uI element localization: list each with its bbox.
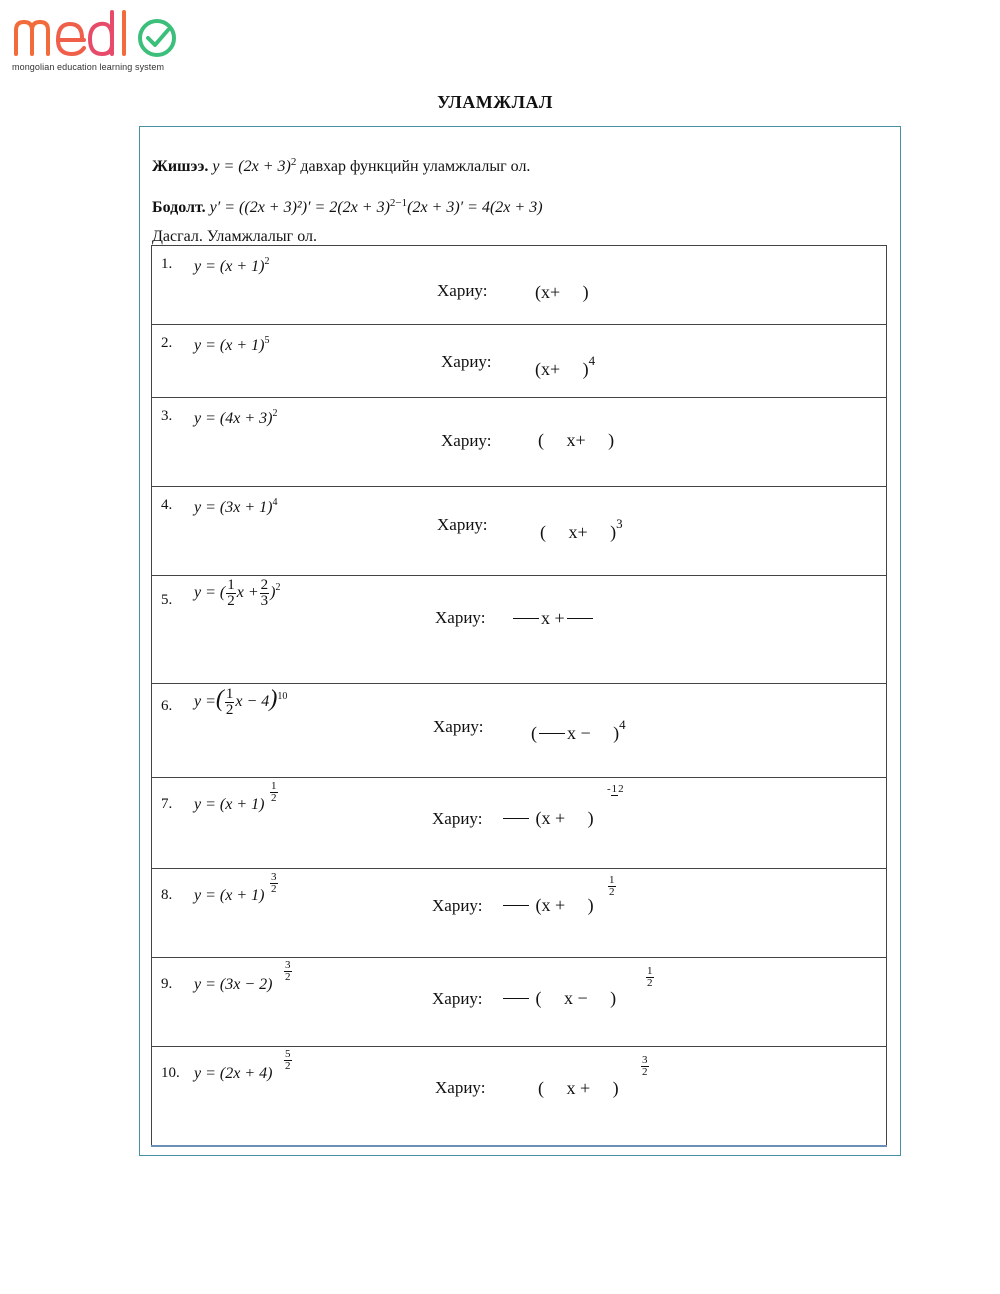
solution-rest: (2x + 3)′ = 4(2x + 3) (407, 199, 543, 216)
answer-blank (513, 618, 539, 619)
answer-text: (x+ ) (535, 359, 589, 379)
function-exp: 5 2 (285, 1048, 291, 1072)
function-base: y = (4x + 3) (194, 410, 273, 427)
row-number: 1. (161, 256, 173, 272)
answer-value: ( x − )$^4$ (531, 717, 626, 743)
row-number: 8. (161, 887, 173, 903)
answer-text: ( x+ ) (540, 522, 617, 542)
answer-blank (539, 733, 565, 734)
table-row (152, 958, 887, 1047)
answer-value (540, 516, 623, 543)
table-row (152, 869, 887, 958)
table-row (152, 325, 887, 398)
table-row (152, 487, 887, 576)
row-number: 5. (161, 592, 173, 608)
row-function (194, 976, 272, 994)
row-function (194, 335, 269, 355)
answer-text: x + (541, 608, 565, 628)
example-formula: y = (2x + 3) (212, 158, 291, 175)
example-label: Жишээ. (152, 158, 209, 175)
answer-text: ( x+ ) (538, 430, 615, 450)
answer-label: Хариу: (435, 608, 486, 627)
answer-label: Хариу: (437, 515, 488, 534)
solution-label: Бодолт. (152, 199, 206, 216)
answer-value (501, 895, 594, 916)
solution-formula: y′ = ((2x + 3)²)′ = 2(2x + 3) (209, 199, 390, 216)
row-function (194, 256, 269, 276)
answer-label: Хариу: (432, 809, 483, 828)
function-base: y = (x + 1) (194, 796, 265, 813)
function-base: y = (194, 693, 216, 710)
answer-label: Хариу: (435, 1078, 486, 1097)
answer-blank (503, 818, 529, 819)
function-exp: 2 (275, 582, 281, 594)
row-function (194, 796, 264, 814)
answer-value (538, 1078, 619, 1099)
answer-value (511, 608, 595, 629)
function-exp: 2 (272, 408, 278, 419)
row-function (194, 1065, 272, 1083)
answer-text: ( x + ) (538, 1078, 619, 1098)
function-base: y = (2x + 4) (194, 1065, 273, 1082)
row-number: 10. (161, 1065, 180, 1081)
function-exp: 3 2 (285, 959, 291, 983)
row-number: 3. (161, 408, 173, 424)
function-exp: 4 (272, 497, 278, 508)
page-title: УЛАМЖЛАЛ (437, 92, 553, 112)
row-number: 4. (161, 497, 173, 513)
fraction-one-half: $\frac{1}{2}$ (227, 577, 235, 609)
row-number: 7. (161, 796, 173, 812)
fraction-two-thirds: $\frac{2}{3}$ (260, 577, 269, 609)
fraction-one-half: $\frac{1}{2}$ (225, 685, 234, 718)
answer-text: (x + ) (535, 895, 594, 915)
answer-text: (x+ ) (535, 282, 589, 302)
row-number: 9. (161, 976, 173, 992)
table-row (152, 398, 887, 487)
answer-label: Хариу: (432, 989, 483, 1008)
answer-value (535, 282, 589, 303)
answer-exp: 4 (619, 717, 626, 732)
function-exp: 3 2 (271, 871, 277, 895)
table-row (152, 576, 887, 684)
function-base: y = (x + 1) (194, 337, 265, 354)
function-exp: 10 (277, 691, 288, 702)
answer-blank (503, 998, 529, 999)
answer-label: Хариу: (441, 352, 492, 371)
answer-value (501, 808, 594, 829)
logo-tagline: mongolian education learning system (12, 62, 165, 72)
row-function: y = ( $\frac{1}{2}$ x + $\frac{2}{3}$ )$^2$ (194, 577, 281, 609)
function-base: y = ( (194, 584, 226, 602)
function-exp: 1 2 (271, 780, 277, 804)
function-exp: 2 (264, 256, 270, 267)
answer-value (501, 988, 616, 1009)
answer-label: Хариу: (433, 717, 484, 736)
exercise-table (151, 245, 887, 1147)
function-base: y = (x + 1) (194, 258, 265, 275)
answer-text: ( x − ) (535, 988, 617, 1008)
answer-exp: 3 (616, 516, 623, 531)
solution-exp: 2−1 (389, 197, 408, 209)
function-base: y = (3x − 2) (194, 976, 273, 993)
answer-blank (567, 618, 593, 619)
example-line (152, 156, 530, 176)
function-base: y = (x + 1) (194, 887, 265, 904)
table-row (152, 246, 887, 325)
function-base: y = (3x + 1) (194, 499, 273, 516)
answer-blank (503, 905, 529, 906)
table-row (152, 778, 887, 869)
row-function (194, 497, 277, 517)
solution-line (152, 197, 543, 217)
answer-exp: 1 2 (609, 874, 615, 898)
row-number: 2. (161, 335, 173, 351)
answer-exp: 3 2 (642, 1054, 648, 1078)
row-function (194, 408, 277, 428)
exercise-heading: Дасгал. Уламжлалыг ол. (152, 228, 317, 245)
row-function (194, 887, 264, 905)
answer-label: Хариу: (437, 281, 488, 300)
answer-label: Хариу: (441, 431, 492, 450)
table-row (152, 1047, 887, 1147)
example-text: давхар функцийн уламжлалыг ол. (300, 158, 531, 175)
answer-exp: -12 (607, 783, 624, 795)
answer-label: Хариу: (432, 896, 483, 915)
row-function: y =( $\frac{1}{2}$ x − 4)$^{10}$ (194, 685, 288, 718)
function-exp: 5 (264, 335, 270, 346)
row-number: 6. (161, 698, 173, 714)
answer-text: (x + ) (535, 808, 594, 828)
answer-value (538, 430, 614, 451)
answer-value (535, 353, 595, 380)
example-exp: 2 (290, 156, 297, 168)
answer-exp: 1 2 (647, 965, 653, 989)
answer-exp: 4 (588, 353, 596, 368)
table-row (152, 684, 887, 778)
answer-text: x − ) (567, 723, 620, 743)
medle-logo-mark (12, 8, 182, 60)
